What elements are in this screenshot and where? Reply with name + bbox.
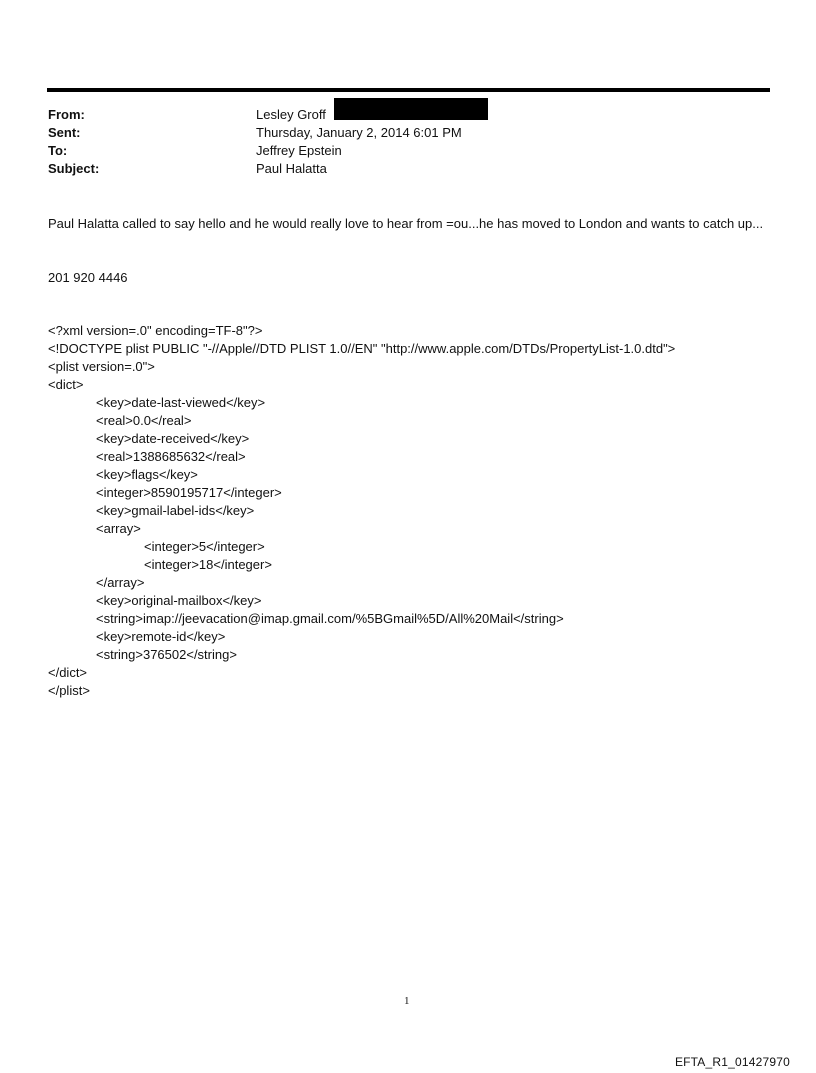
email-header	[48, 106, 768, 178]
plist-line: <?xml version=.0" encoding=TF-8"?>	[48, 323, 263, 338]
from-name: Lesley Groff	[256, 107, 326, 122]
plist-line: <string>376502</string>	[96, 647, 237, 662]
plist-line: <key>original-mailbox</key>	[96, 593, 262, 608]
subject-value: Paul Halatta	[256, 161, 327, 176]
plist-line: <key>date-last-viewed</key>	[96, 395, 266, 410]
plist-line: <real>1388685632</real>	[96, 449, 246, 464]
sent-value: Thursday, January 2, 2014 6:01 PM	[256, 125, 462, 140]
sent-row	[48, 124, 768, 142]
redaction-box	[334, 98, 488, 120]
plist-line: </plist>	[48, 683, 90, 698]
plist-line: </dict>	[48, 665, 88, 680]
from-label: From:	[48, 107, 85, 122]
to-row	[48, 142, 768, 160]
plist-line: <integer>18</integer>	[144, 557, 272, 572]
to-value: Jeffrey Epstein	[256, 143, 342, 158]
plist-line: <array>	[96, 521, 141, 536]
sent-label: Sent:	[48, 125, 81, 140]
plist-line: <key>flags</key>	[96, 467, 198, 482]
bates-number: EFTA_R1_01427970	[674, 1055, 790, 1069]
plist-line: <integer>8590195717</integer>	[96, 485, 282, 500]
plist-line: <dict>	[48, 377, 84, 392]
plist-line: <key>remote-id</key>	[96, 629, 226, 644]
plist-line: <key>date-received</key>	[96, 431, 250, 446]
plist-line: <string>imap://jeevacation@imap.gmail.com/%5BGmail%5D/All%20Mail</string>	[96, 611, 564, 626]
plist-line: <key>gmail-label-ids</key>	[96, 503, 255, 518]
plist-line: <integer>5</integer>	[144, 539, 265, 554]
subject-row	[48, 160, 768, 178]
plist-line: <real>0.0</real>	[96, 413, 192, 428]
plist-line: </array>	[96, 575, 145, 590]
from-value	[256, 106, 326, 124]
plist-line: <plist version=.0">	[48, 359, 155, 374]
header-rule	[47, 88, 770, 92]
page-number: 1	[404, 995, 410, 1007]
subject-label: Subject:	[48, 161, 100, 176]
to-label: To:	[48, 143, 68, 158]
plist-block	[48, 322, 788, 700]
plist-line: <!DOCTYPE plist PUBLIC "-//Apple//DTD PLIST 1.0//EN" "http://www.apple.com/DTDs/PropertyList-1.0.dtd">	[48, 341, 676, 356]
from-row	[48, 106, 768, 124]
phone-number: 201 920 4446	[48, 270, 128, 285]
message-body: Paul Halatta called to say hello and he would really love to hear from =ou...he has moved to London and wants to catch up...	[48, 216, 764, 231]
